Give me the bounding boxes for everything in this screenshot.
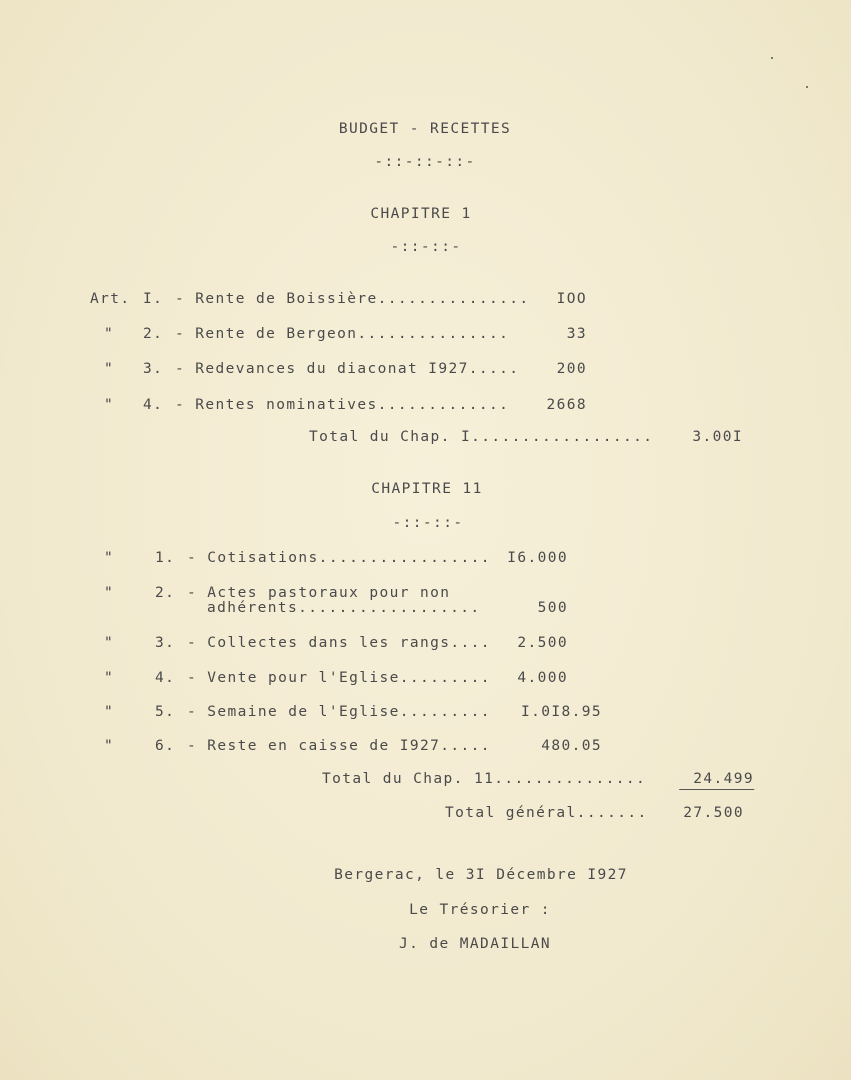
- item-label: - Rentes nominatives.............: [175, 397, 510, 413]
- item-label: - Rente de Bergeon...............: [175, 326, 510, 342]
- item-number: 5.: [155, 704, 176, 720]
- item-number: 6.: [155, 738, 176, 754]
- item-label: - Collectes dans les rangs....: [187, 635, 491, 651]
- signatory-name: J. de MADAILLAN: [399, 936, 551, 952]
- ditto-mark: ": [104, 738, 115, 754]
- chapter-2-total-value: 24.499: [679, 770, 754, 790]
- item-value: 33: [566, 326, 587, 342]
- ditto-mark: ": [104, 397, 115, 413]
- item-number: 1.: [155, 550, 176, 566]
- item-label: - Semaine de l'Eglise.........: [187, 704, 491, 720]
- chapter-1-separator: -::-::-: [390, 239, 462, 255]
- item-label: - Actes pastoraux pour non: [187, 585, 451, 601]
- chapter-2-total-label: Total du Chap. 11...............: [322, 771, 647, 787]
- chapter-1-total-value: 3.00I: [692, 429, 743, 445]
- item-value: 2668: [546, 397, 587, 413]
- document-title: BUDGET - RECETTES: [338, 121, 512, 137]
- item-value: I6.000: [507, 550, 568, 566]
- ditto-mark: ": [104, 550, 115, 566]
- item-label: - Cotisations.................: [187, 550, 491, 566]
- item-value: 4.000: [517, 670, 568, 686]
- item-number: 4.: [143, 397, 164, 413]
- ditto-mark: ": [104, 635, 115, 651]
- ditto-mark: ": [104, 704, 115, 720]
- item-label: - Redevances du diaconat I927.....: [175, 361, 520, 377]
- item-value: 200: [556, 361, 587, 377]
- item-label: - Rente de Boissière...............: [175, 291, 530, 307]
- ditto-mark: ": [104, 670, 115, 686]
- item-prefix: Art.: [90, 291, 131, 307]
- chapter-2-separator: -::-::-: [392, 515, 464, 531]
- item-number: 3.: [155, 635, 176, 651]
- title-separator: -::-::-::-: [374, 154, 476, 170]
- ditto-mark: ": [104, 361, 115, 377]
- item-value: 480.05: [541, 738, 602, 754]
- ink-speck: [771, 57, 773, 59]
- item-number: 3.: [143, 361, 164, 377]
- ditto-mark: ": [104, 326, 115, 342]
- item-value: IOO: [556, 291, 587, 307]
- item-number: 4.: [155, 670, 176, 686]
- item-number: 2.: [143, 326, 164, 342]
- signatory-role: Le Trésorier :: [409, 902, 551, 918]
- item-value: I.0I8.95: [520, 704, 602, 720]
- place-and-date: Bergerac, le 3I Décembre I927: [334, 867, 628, 883]
- item-value: 2.500: [517, 635, 568, 651]
- grand-total-label: Total général.......: [445, 805, 648, 821]
- chapter-1-total-label: Total du Chap. I..................: [309, 429, 654, 445]
- chapter-1-heading: CHAPITRE 1: [370, 206, 472, 222]
- item-number: 2.: [155, 585, 176, 601]
- ditto-mark: ": [104, 585, 115, 601]
- item-number: I.: [143, 291, 164, 307]
- grand-total-value: 27.500: [683, 805, 744, 821]
- item-value: 500: [537, 600, 568, 616]
- ink-speck: [806, 86, 808, 88]
- chapter-2-heading: CHAPITRE 11: [371, 481, 483, 497]
- item-label: - Vente pour l'Eglise.........: [187, 670, 491, 686]
- item-label: - Reste en caisse de I927.....: [187, 738, 491, 754]
- item-label-continuation: adhérents..................: [207, 600, 481, 616]
